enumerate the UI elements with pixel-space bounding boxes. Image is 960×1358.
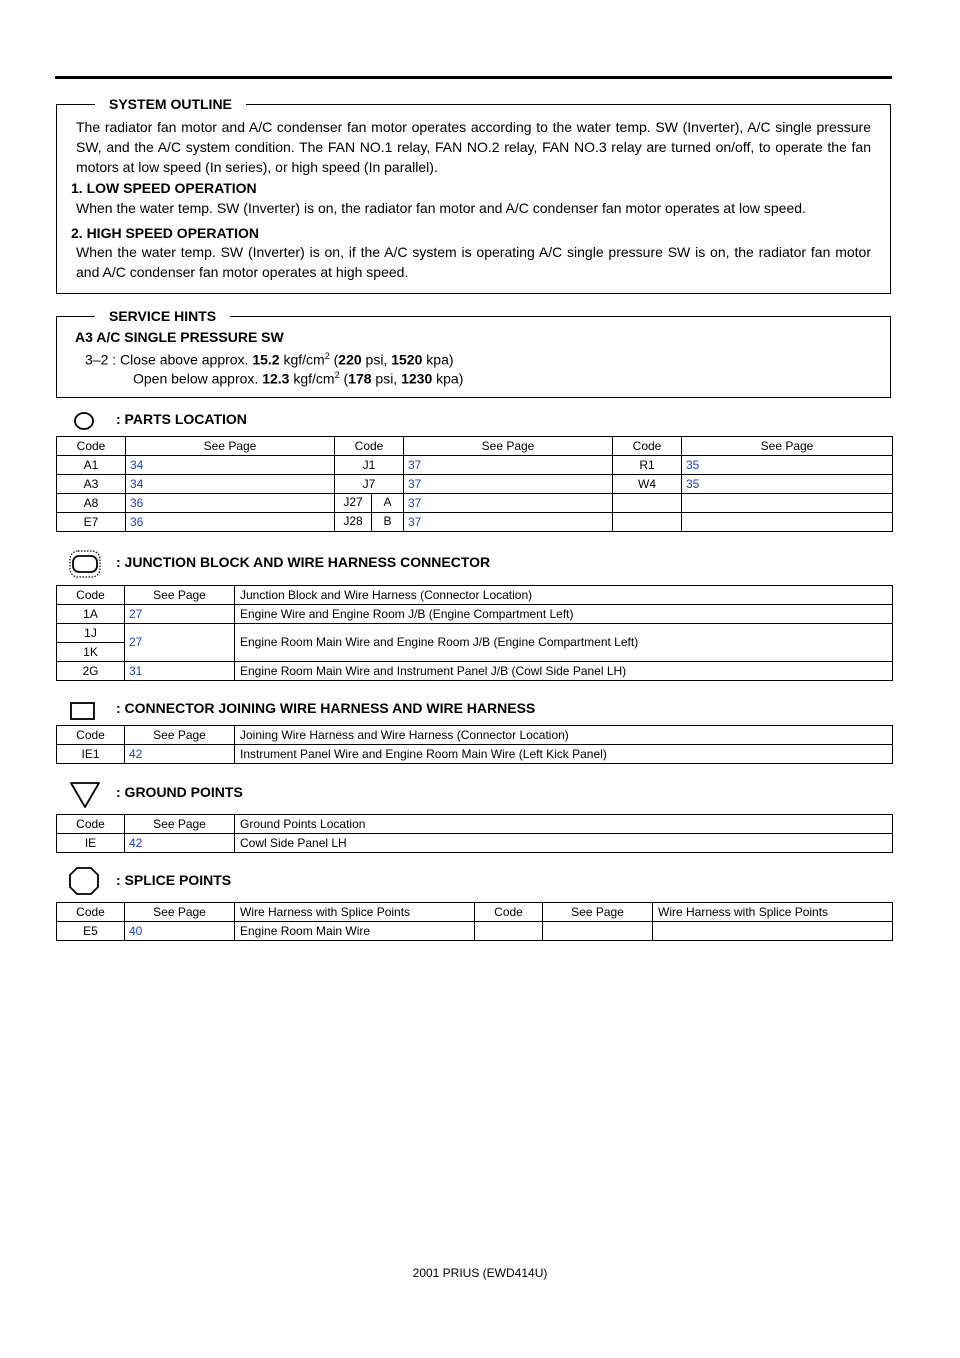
- close-psi-unit: psi,: [361, 351, 392, 368]
- parts-location-heading: : PARTS LOCATION: [116, 411, 247, 427]
- code-cell: [475, 922, 543, 941]
- low-speed-text: When the water temp. SW (Inverter) is on, the radiator fan motor and A/C condenser fan motor operates at low speed.: [76, 200, 806, 216]
- page-link[interactable]: 37: [404, 456, 613, 475]
- high-speed-heading: 2. HIGH SPEED OPERATION: [71, 225, 259, 241]
- col-header: See Page: [682, 437, 893, 456]
- col-header: Code: [57, 903, 125, 922]
- col-header: See Page: [404, 437, 613, 456]
- col-header: Code: [57, 586, 125, 605]
- open-kgf-value: 12.3: [262, 370, 290, 387]
- code-cell: E7: [57, 513, 126, 532]
- code-cell: A3: [57, 475, 126, 494]
- page-footer: 2001 PRIUS (EWD414U): [412, 1266, 548, 1280]
- location-cell: Engine Room Main Wire and Instrument Panel J/B (Cowl Side Panel LH): [235, 662, 893, 681]
- service-hints-box: [56, 308, 891, 398]
- ground-points-table: [56, 814, 893, 853]
- code-cell: IE1: [57, 745, 125, 764]
- col-header: See Page: [126, 437, 335, 456]
- ground-points-heading: : GROUND POINTS: [116, 784, 243, 800]
- open-kpa-value: 1230: [401, 370, 433, 387]
- open-kgf-unit: kgf/cm: [289, 370, 335, 387]
- page-link: [682, 513, 893, 532]
- page-link[interactable]: 35: [682, 456, 893, 475]
- page-link[interactable]: 31: [125, 662, 235, 681]
- location-cell: Cowl Side Panel LH: [235, 834, 893, 853]
- table-row: [57, 513, 893, 532]
- location-cell: Engine Room Main Wire and Engine Room J/B (Engine Compartment Left): [235, 624, 893, 662]
- page-link[interactable]: 35: [682, 475, 893, 494]
- location-cell: Engine Wire and Engine Room J/B (Engine Compartment Left): [235, 605, 893, 624]
- col-header: Code: [57, 815, 125, 834]
- page-link[interactable]: 36: [126, 513, 335, 532]
- table-row: [57, 922, 893, 941]
- page-link[interactable]: 42: [125, 834, 235, 853]
- col-header: Wire Harness with Splice Points: [653, 903, 893, 922]
- open-prefix: Open below approx.: [133, 370, 263, 387]
- close-psi-value: 220: [338, 351, 362, 368]
- page-link: [543, 922, 653, 941]
- page-link[interactable]: 37: [404, 494, 613, 513]
- col-header: Code: [57, 437, 126, 456]
- page-link[interactable]: 42: [125, 745, 235, 764]
- service-hints-title: SERVICE HINTS: [95, 306, 230, 326]
- col-header: See Page: [543, 903, 653, 922]
- table-header-row: [57, 586, 893, 605]
- junction-block-table: [56, 585, 893, 681]
- col-header: Code: [613, 437, 682, 456]
- table-row: [57, 605, 893, 624]
- open-kpa-unit: kpa): [432, 370, 464, 387]
- code-cell: 1K: [57, 643, 125, 662]
- open-sup: 2: [334, 370, 340, 380]
- col-header: Joining Wire Harness and Wire Harness (Connector Location): [235, 726, 893, 745]
- table-row: [57, 624, 893, 643]
- parts-location-table: [56, 436, 893, 532]
- table-row: [57, 456, 893, 475]
- code-cell: [613, 494, 682, 513]
- code-cell: E5: [57, 922, 125, 941]
- code-cell: J7: [335, 475, 404, 494]
- table-header-row: [57, 437, 893, 456]
- splice-points-heading: : SPLICE POINTS: [116, 872, 232, 888]
- table-header-row: [57, 726, 893, 745]
- code-cell-split: [335, 513, 404, 532]
- service-hint-item: A3 A/C SINGLE PRESSURE SW: [75, 329, 284, 345]
- code-suffix: A: [383, 495, 392, 509]
- connector-joining-heading: : CONNECTOR JOINING WIRE HARNESS AND WIRE HARNESS: [116, 700, 536, 716]
- table-header-row: [57, 815, 893, 834]
- close-paren: (: [329, 351, 339, 368]
- code-cell: J28: [335, 513, 372, 531]
- code-cell: IE: [57, 834, 125, 853]
- connector-joining-table: [56, 725, 893, 764]
- system-outline-intro: The radiator fan motor and A/C condenser fan motor operates according to the water temp. SW (Inverter), A/C single pressure SW, and the A/C system condition. The FAN NO.1 relay, FAN NO.2 relay, FAN NO.3 relay are turned on/off, to operate the fan motors at low speed (In series), or high speed (In parallel).: [76, 119, 871, 175]
- open-psi-unit: psi,: [371, 370, 402, 387]
- col-header: See Page: [125, 815, 235, 834]
- col-header: Code: [335, 437, 404, 456]
- low-speed-heading: 1. LOW SPEED OPERATION: [71, 180, 257, 196]
- col-header: See Page: [125, 903, 235, 922]
- code-cell: J1: [335, 456, 404, 475]
- code-cell: A8: [57, 494, 126, 513]
- page-link[interactable]: 27: [125, 624, 235, 662]
- code-cell: [613, 513, 682, 532]
- close-kpa-unit: kpa): [422, 351, 454, 368]
- open-paren: (: [339, 370, 349, 387]
- code-cell: 1A: [57, 605, 125, 624]
- page-link[interactable]: 27: [125, 605, 235, 624]
- junction-block-heading: : JUNCTION BLOCK AND WIRE HARNESS CONNECTOR: [116, 554, 491, 570]
- code-cell: 1J: [57, 624, 125, 643]
- table-row: [57, 475, 893, 494]
- table-header-row: [57, 903, 893, 922]
- col-header: Wire Harness with Splice Points: [235, 903, 475, 922]
- connector-icon: [69, 700, 97, 722]
- page-link[interactable]: 34: [126, 456, 335, 475]
- page-link[interactable]: 37: [404, 475, 613, 494]
- splice-octagon-icon: [68, 866, 100, 896]
- system-outline-box: [56, 96, 891, 294]
- table-row: [57, 662, 893, 681]
- high-speed-text: When the water temp. SW (Inverter) is on, if the A/C system is operating A/C single pressure SW is on, the radiator fan motor and A/C condenser fan motor operates at high speed.: [76, 244, 871, 280]
- page-link[interactable]: 40: [125, 922, 235, 941]
- junction-block-icon: [68, 549, 102, 579]
- ground-triangle-icon: [69, 780, 101, 810]
- close-prefix: 3–2 : Close above approx.: [85, 351, 253, 368]
- code-cell: R1: [613, 456, 682, 475]
- code-suffix: B: [383, 514, 392, 528]
- splice-points-table: [56, 902, 893, 941]
- code-cell-split: [335, 494, 404, 513]
- location-cell: Instrument Panel Wire and Engine Room Main Wire (Left Kick Panel): [235, 745, 893, 764]
- location-cell: [653, 922, 893, 941]
- code-cell: A1: [57, 456, 126, 475]
- location-cell: Engine Room Main Wire: [235, 922, 475, 941]
- page-link[interactable]: 34: [126, 475, 335, 494]
- code-cell: W4: [613, 475, 682, 494]
- table-row: [57, 745, 893, 764]
- page-link[interactable]: 37: [404, 513, 613, 532]
- close-kpa-value: 1520: [391, 351, 423, 368]
- col-header: See Page: [125, 726, 235, 745]
- close-kgf-value: 15.2: [252, 351, 280, 368]
- top-rule: [55, 76, 892, 79]
- table-row: [57, 494, 893, 513]
- col-header: See Page: [125, 586, 235, 605]
- circle-icon: [72, 411, 96, 431]
- close-sup: 2: [324, 351, 330, 361]
- col-header: Code: [475, 903, 543, 922]
- open-pressure-line: [133, 365, 463, 389]
- page-link[interactable]: 36: [126, 494, 335, 513]
- open-psi-value: 178: [348, 370, 372, 387]
- close-kgf-unit: kgf/cm: [279, 351, 325, 368]
- col-header: Ground Points Location: [235, 815, 893, 834]
- col-header: Code: [57, 726, 125, 745]
- code-cell: 2G: [57, 662, 125, 681]
- system-outline-title: SYSTEM OUTLINE: [95, 94, 246, 114]
- page-link: [682, 494, 893, 513]
- col-header: Junction Block and Wire Harness (Connector Location): [235, 586, 893, 605]
- table-row: [57, 834, 893, 853]
- code-cell: J27: [335, 494, 372, 512]
